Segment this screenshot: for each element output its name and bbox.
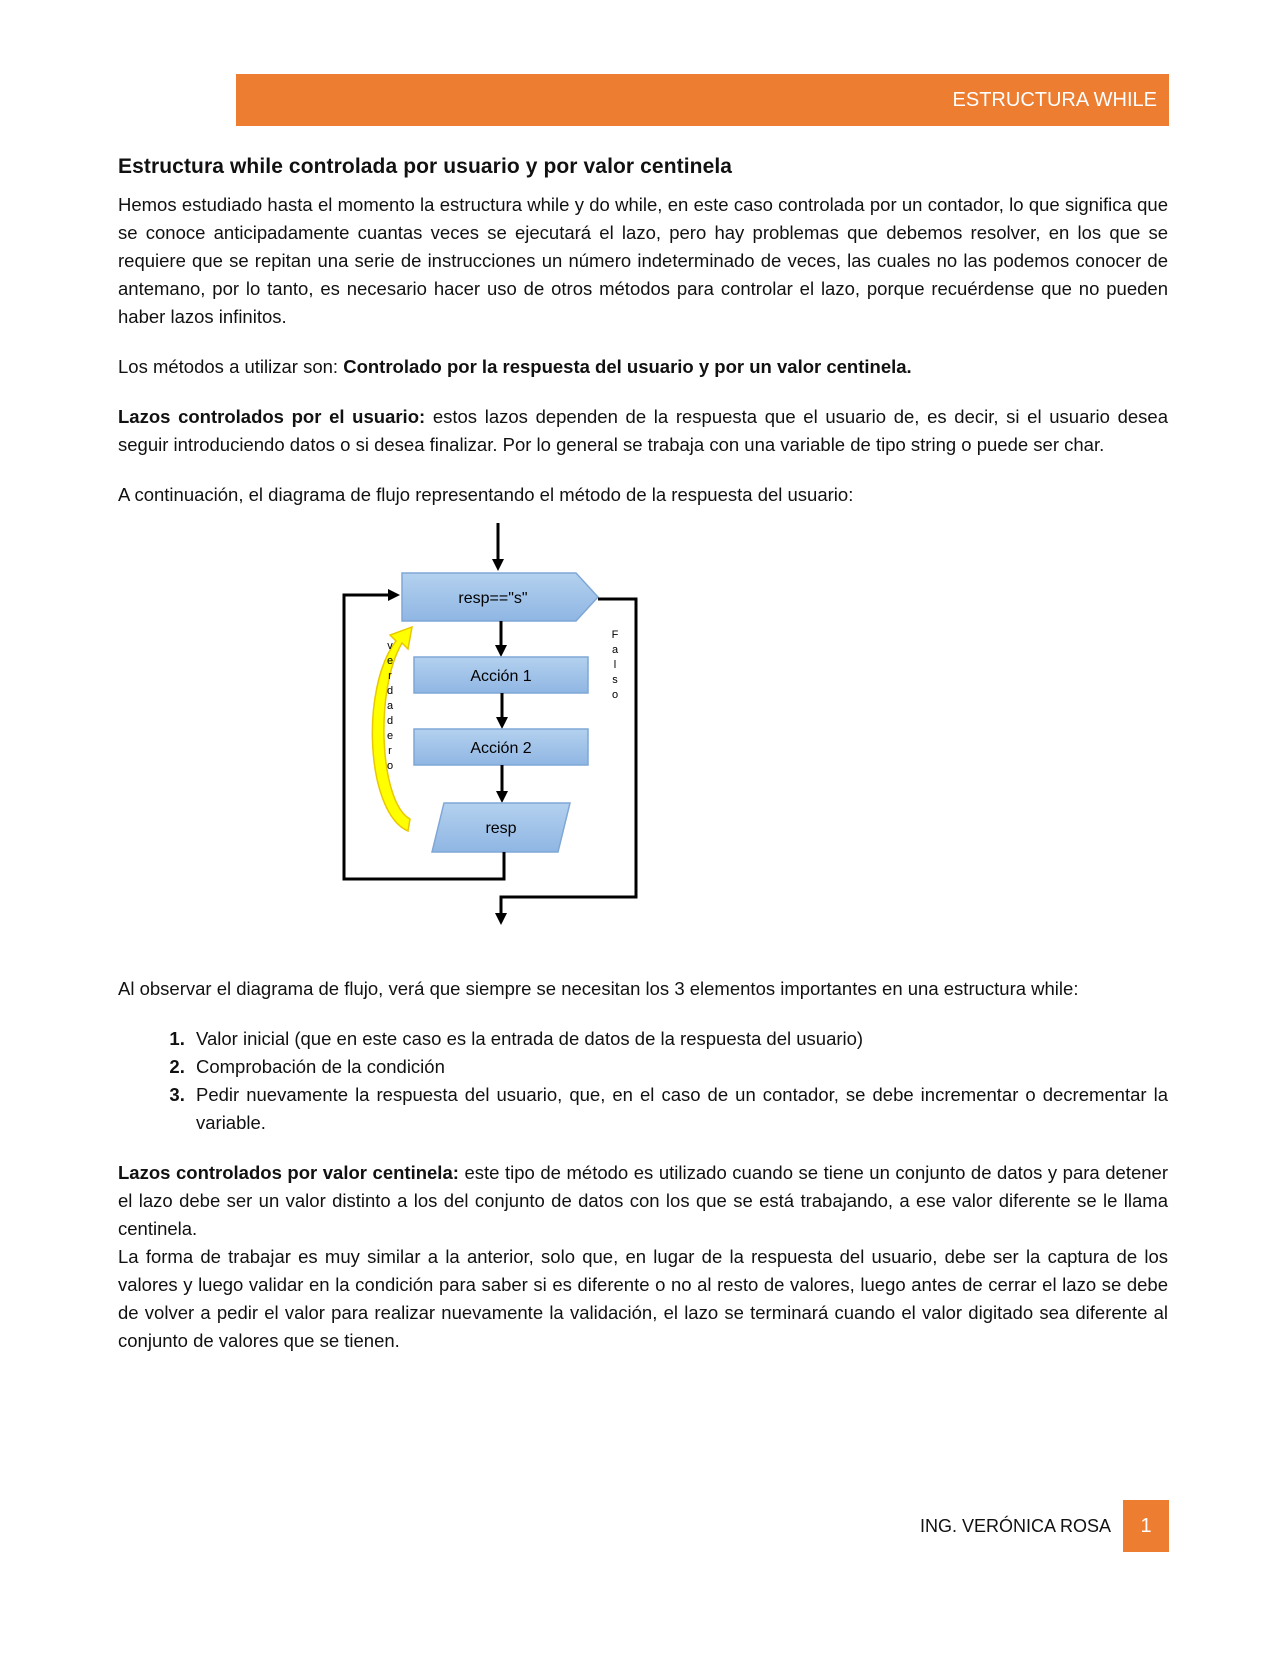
arrowhead-input (496, 791, 508, 803)
observe-paragraph: Al observar el diagrama de flujo, verá que siempre se necesitan los 3 elementos importantes en una estructura while: (118, 978, 1079, 999)
list-item: 2. Comprobación de la condición (190, 1053, 1168, 1081)
entry-arrowhead (492, 559, 504, 571)
sentinel-heading: Lazos controlados por valor centinela: (118, 1162, 459, 1183)
action1-label: Acción 1 (470, 668, 532, 685)
arrowhead-action2 (496, 717, 508, 729)
user-loops-text: estos lazos dependen de la respuesta que el usuario de, es decir, si el usuario desea seguir introduciendo datos o si desea finalizar. Por lo general se trabaja con una variable de tipo string o puede ser char. (118, 406, 1168, 455)
false-label-text: F a l s o (611, 629, 619, 701)
section-title: Estructura while controlada por usuario y por valor centinela (118, 155, 733, 178)
footer (920, 1500, 1169, 1552)
methods-bold: Controlado por la respuesta del usuario y por un valor centinela. (343, 356, 912, 377)
false-exit-arrowhead (495, 913, 507, 925)
intro-paragraph: Hemos estudiado hasta el momento la estructura while y do while, en este caso controlada por un contador, lo que significa que se conoce anticipadamente cuantas veces se ejecutará el lazo, pero hay problemas que debemos resolver, en los que se requiere que se repitan una serie de instrucciones un número indeterminado de veces, las cuales no las podemos conocer de antemano, por lo tanto, es necesario hacer uso de otros métodos para controlar el lazo, porque recuérdense que no pueden haber lazos infinitos. (118, 194, 1168, 327)
diagram-intro: A continuación, el diagrama de flujo representando el método de la respuesta del usuario: (118, 484, 854, 505)
user-loops-heading: Lazos controlados por el usuario: (118, 406, 426, 427)
condition-label: resp=="s" (458, 590, 528, 607)
flowchart-svg (338, 513, 698, 975)
list-item: 1. Valor inicial (que en este caso es la entrada de datos de la respuesta del usuario) (190, 1025, 1168, 1053)
flowchart (118, 513, 1168, 975)
sentinel-paragraph (118, 1159, 1168, 1243)
true-label (387, 640, 394, 772)
methods-prefix: Los métodos a utilizar son: (118, 356, 344, 377)
header-title: ESTRUCTURA WHILE (952, 88, 1157, 111)
input-label: resp (485, 820, 517, 837)
steps-list (118, 1025, 1168, 1137)
action2-label: Acción 2 (470, 740, 532, 757)
true-label-text: v e r d a d e r o (386, 640, 394, 772)
sentinel-text: este tipo de método es utilizado cuando se tiene un conjunto de datos y para detener el lazo debe ser un valor distinto a los del conjunto de datos con los que se está trabajando, a ese valor diferente se le llama centinela. (118, 1162, 1169, 1239)
false-label (612, 629, 619, 701)
final-paragraph: La forma de trabajar es muy similar a la anterior, solo que, en lugar de la respuesta del usuario, debe ser la captura de los valores y luego validar en la condición para saber si es diferente o no al resto de valores, luego antes de cerrar el lazo se debe de volver a pedir el valor para realizar nuevamente la validación, el lazo se terminará cuando el valor digitado sea diferente al conjunto de valores que se tienen. (118, 1246, 1168, 1351)
footer-author: ING. VERÓNICA ROSA (919, 1515, 1111, 1536)
page-number: 1 (1123, 1500, 1169, 1552)
user-loops-paragraph (118, 403, 1168, 459)
loop-back-arrowhead (388, 589, 400, 601)
list-item: 3. Pedir nuevamente la respuesta del usuario, que, en el caso de un contador, se debe incrementar o decrementar la variable. (190, 1081, 1168, 1137)
methods-paragraph (118, 353, 1168, 381)
header-bar (236, 74, 1169, 126)
page-content (118, 155, 1168, 1355)
arrowhead-action1 (495, 645, 507, 657)
